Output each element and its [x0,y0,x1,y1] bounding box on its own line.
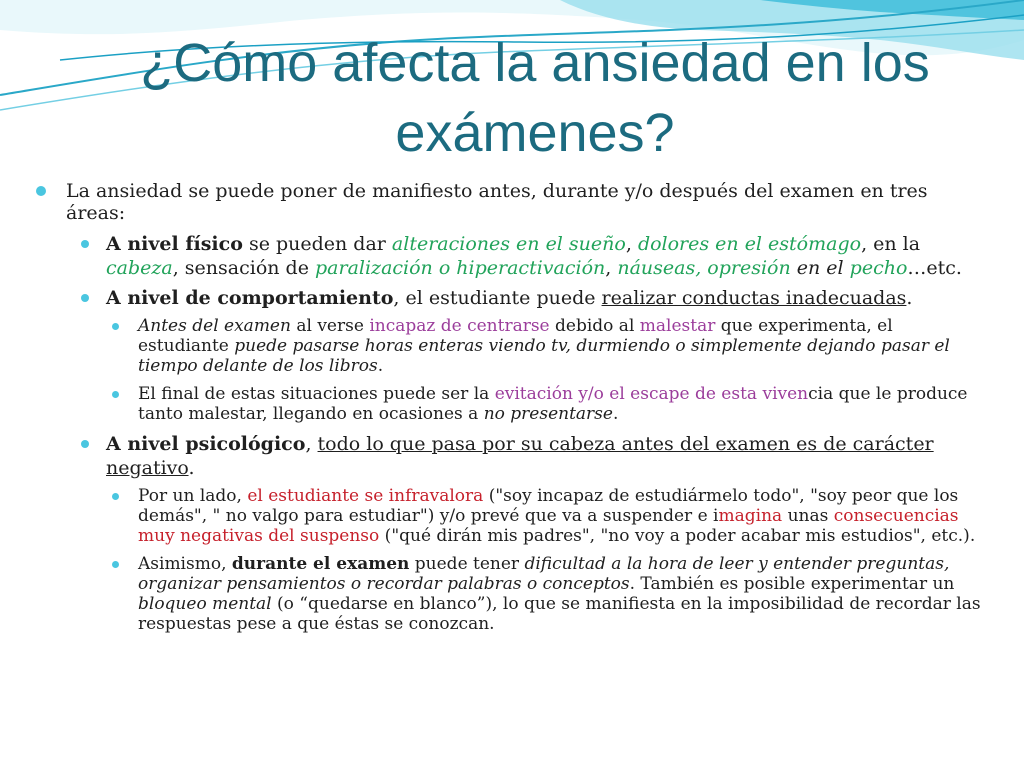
bullet-nivel-comportamiento: A nivel de comportamiento, el estudiante puede realizar conductas inadecuadas. [36,286,986,310]
bullet-comportamiento-antes: Antes del examen al verse incapaz de centrarse debido al malestar que experimenta, el estudiante puede pasarse horas enteras viendo tv, durmiendo o simplemente dejando pasar el tiempo delante de los libros. [36,316,986,376]
bullet-icon [112,391,119,398]
page-title: ¿Cómo afecta la ansiedad en los exámenes? [140,33,930,163]
bullet-icon [112,561,119,568]
bullet-icon [112,493,119,500]
bullet-icon [81,440,89,448]
bullet-psicologico-infravalora: Por un lado, el estudiante se infravalora ("soy incapaz de estudiármelo todo", "soy peor que los demás", " no valgo para estudiar") y/o prevé que va a suspender e imagina unas consecuencias muy negativas del suspenso ("qué dirán mis padres", "no voy a poder acabar mis estudios", etc.). [36,486,986,546]
bullet-icon [112,323,119,330]
bullet-nivel-psicologico: A nivel psicológico, todo lo que pasa por su cabeza antes del examen es de carácter negativo. [36,432,986,480]
bullet-psicologico-durante: Asimismo, durante el examen puede tener dificultad a la hora de leer y entender preguntas, organizar pensamientos o recordar palabras o conceptos. También es posible experimentar un bloqueo mental (o “quedarse en blanco”), lo que se manifiesta en la imposibilidad de recordar las respuestas pese a que éstas se conozcan. [36,554,986,634]
bullet-nivel-fisico: A nivel físico se pueden dar alteraciones en el sueño, dolores en el estómago, en la cabeza, sensación de paralización o hiperactivación, náuseas, opresión en el pecho…etc. [36,232,986,280]
bullet-icon [81,240,89,248]
bullet-icon [81,294,89,302]
bullet-comportamiento-final: El final de estas situaciones puede ser la evitación y/o el escape de esta vivencia que le produce tanto malestar, llegando en ocasiones a no presentarse. [36,384,986,424]
bullet-icon [36,186,46,196]
bullet-intro: La ansiedad se puede poner de manifiesto antes, durante y/o después del examen en tres áreas: [36,180,986,224]
slide-content [36,180,986,642]
